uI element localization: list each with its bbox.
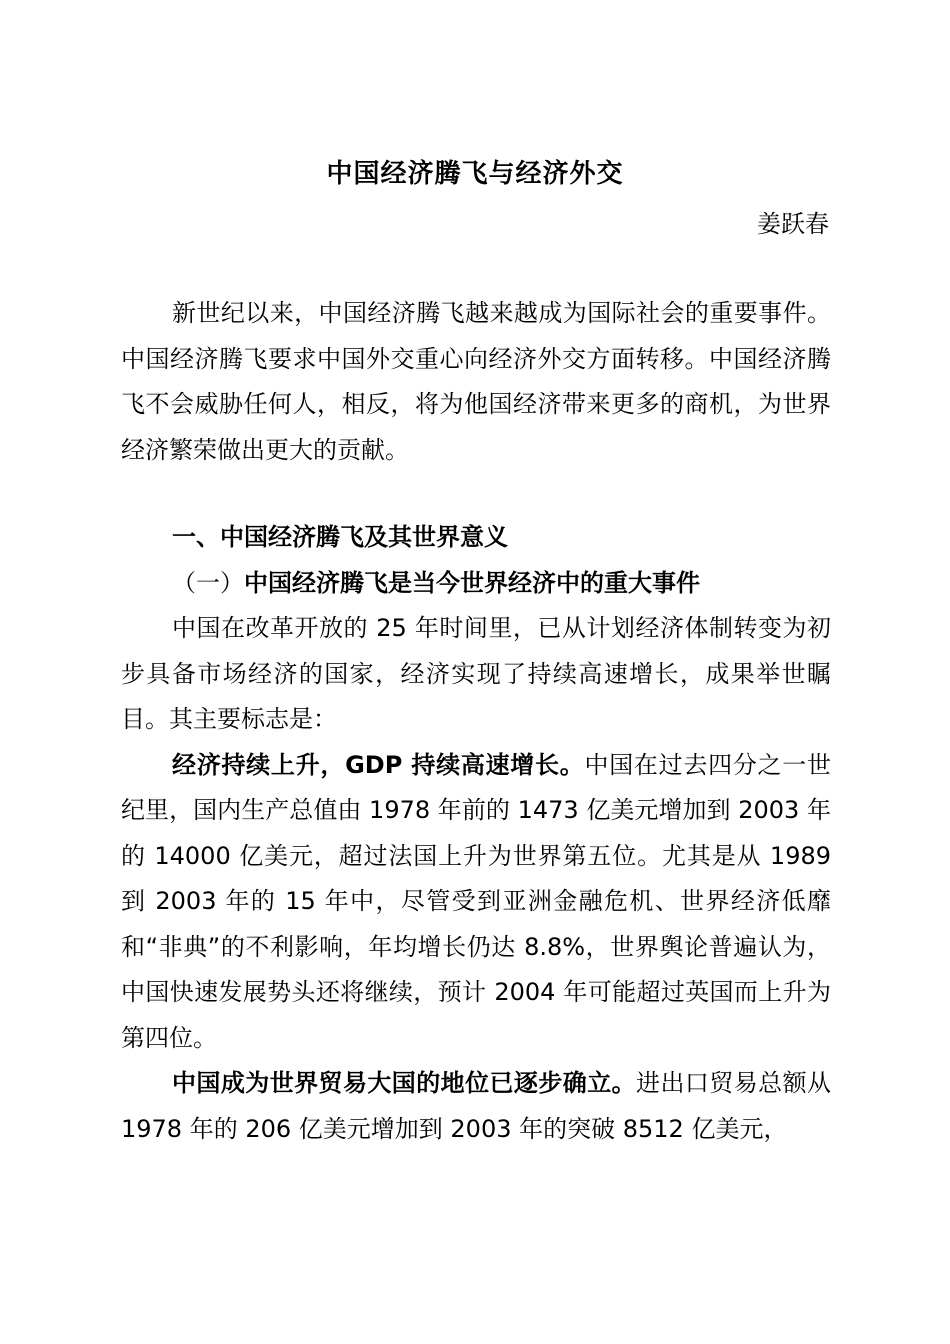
subsection-title: 中国经济腾飞是当今世界经济中的重大事件	[244, 568, 700, 597]
paragraph-body-gdp: 中国在过去四分之一世纪里，国内生产总值由 1978 年前的 1473 亿美元增加到 2003 年的 14000 亿美元，超过法国上升为世界第五位。尤其是从 1989 到 2003 年的 15 年中，尽管受到亚洲金融危机、世界经济低靡和“非典”的不利影响，年均增长仍达 8.8%，世界舆论普遍认为，中国快速发展势头还将继续，预计 2004 年可能超过英国而上升为第四位。	[121, 750, 832, 1052]
paragraph-reform-overview: 中国在改革开放的 25 年时间里，已从计划经济体制转变为初步具备市场经济的国家，经济实现了持续高速增长，成果举世瞩目。其主要标志是：	[121, 614, 831, 733]
paragraph-body-trade: 进出口贸易总额从 1978 年的 206 亿美元增加到 2003 年的突破 8512 亿美元，	[121, 1069, 832, 1143]
paragraph-gdp-growth	[121, 743, 831, 1062]
document-title: 中国经济腾飞与经济外交	[326, 159, 624, 189]
intro-block	[121, 291, 831, 473]
intro-paragraph: 新世纪以来，中国经济腾飞越来越成为国际社会的重要事件。中国经济腾飞要求中国外交重心向经济外交方面转移。中国经济腾飞不会威胁任何人，相反，将为他国经济带来更多的商机，为世界经济繁荣做出更大的贡献。	[121, 299, 831, 464]
paragraph-lead-gdp: 经济持续上升，GDP 持续高速增长。	[172, 750, 585, 779]
section-heading: 一、中国经济腾飞及其世界意义	[172, 523, 508, 551]
subsection-heading	[121, 561, 831, 607]
paragraph-lead-trade: 中国成为世界贸易大国的地位已逐步确立。	[172, 1069, 637, 1097]
paragraph-trade-power	[121, 1061, 831, 1152]
subsection-prefix: （一）	[172, 568, 244, 597]
author-name: 姜跃春	[757, 210, 829, 238]
section-1	[121, 515, 831, 1152]
